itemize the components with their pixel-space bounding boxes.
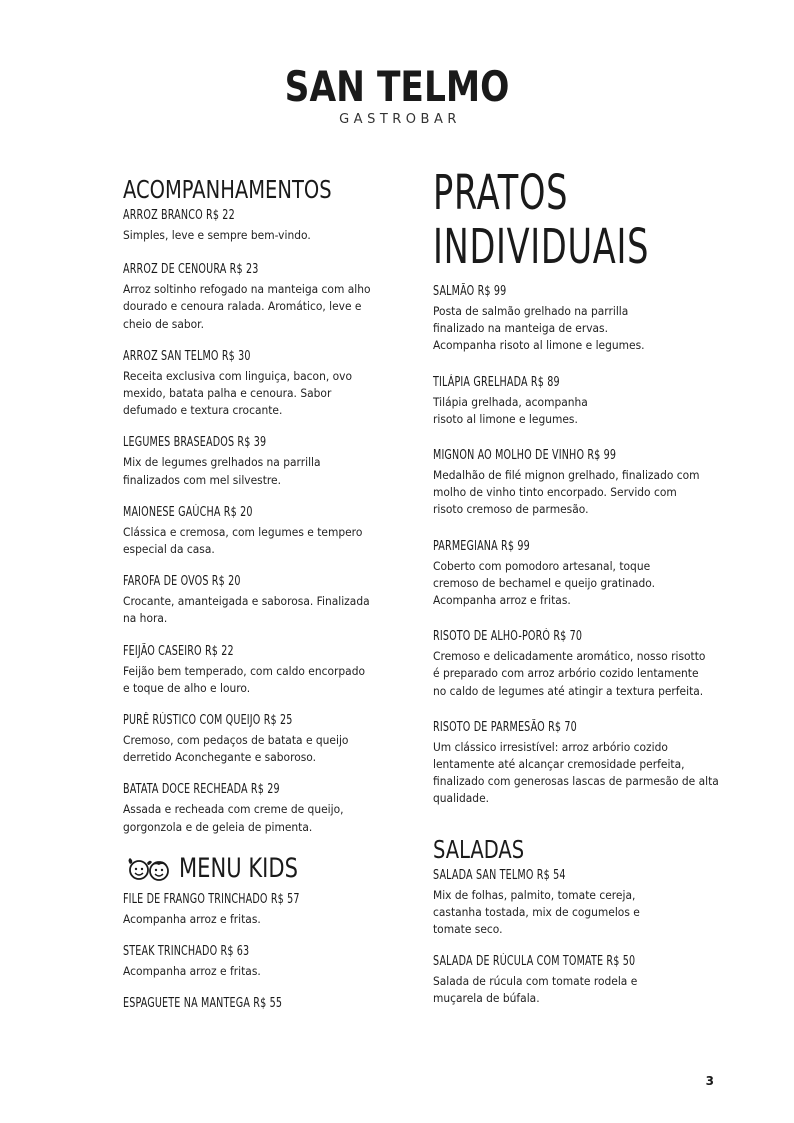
section-title-acompanhamentos: ACOMPANHAMENTOS <box>123 175 332 204</box>
item-description: Crocante, amanteigada e saborosa. Finalizada na hora. <box>123 594 370 626</box>
menu-item <box>123 349 373 420</box>
right-column <box>433 166 733 1024</box>
item-description: Salada de rúcula com tomate rodela e muçarela de búfala. <box>433 974 638 1006</box>
item-description: Acompanha arroz e fritas. <box>123 911 261 926</box>
item-name: TILÁPIA GRELHADA R$ 89 <box>433 374 560 390</box>
item-description: Acompanha arroz e fritas. <box>123 964 261 979</box>
acompanhamentos-list <box>123 208 373 836</box>
left-column <box>123 176 373 1028</box>
brand-logo <box>0 64 794 127</box>
menu-kids-header <box>123 854 373 884</box>
menu-item <box>433 448 733 519</box>
menu-item <box>123 996 373 1012</box>
menu-item <box>433 954 733 1007</box>
item-name: MAIONESE GAÚCHA R$ 20 <box>123 504 253 520</box>
item-name: LEGUMES BRASEADOS R$ 39 <box>123 435 267 451</box>
item-name: FAROFA DE OVOS R$ 20 <box>123 574 241 590</box>
item-description: Tilápia grelhada, acompanha risoto al limone e legumes. <box>433 394 588 426</box>
brand-tagline: GASTROBAR <box>339 112 461 127</box>
item-name: SALMÃO R$ 99 <box>433 284 507 299</box>
menu-item <box>433 375 733 428</box>
section-title-individuais: INDIVIDUAIS <box>433 219 650 275</box>
menu-item <box>123 505 373 558</box>
pratos-list <box>433 284 733 808</box>
saladas-list <box>433 868 733 1008</box>
section-title-saladas: SALADAS <box>433 834 525 864</box>
menu-item <box>123 892 373 928</box>
item-description: Cremoso e delicadamente aromático, nosso risotto é preparado com arroz arbório cozido lentamente no caldo de legumes até atingir a textura perfeita. <box>433 649 706 698</box>
item-name: PARMEGIANA R$ 99 <box>433 538 530 554</box>
item-description: Arroz soltinho refogado na manteiga com alho dourado e cenoura ralada. Aromático, leve e cheio de sabor. <box>123 282 371 331</box>
item-description: Assada e recheada com creme de queijo, gorgonzola e de geleia de pimenta. <box>123 802 344 834</box>
item-description: Mix de folhas, palmito, tomate cereja, castanha tostada, mix de cogumelos e tomate seco. <box>433 887 640 937</box>
item-name: RISOTO DE ALHO-PORÓ R$ 70 <box>433 629 583 645</box>
menu-item <box>123 782 373 835</box>
menu-item <box>433 539 733 610</box>
menu-item <box>123 262 373 333</box>
kids-faces-icon <box>123 854 173 884</box>
item-description: Simples, leve e sempre bem-vindo. <box>123 228 311 242</box>
menu-item <box>123 644 373 697</box>
item-name: FILE DE FRANGO TRINCHADO R$ 57 <box>123 891 300 907</box>
menu-kids-list <box>123 892 373 1012</box>
item-name: BATATA DOCE RECHEADA R$ 29 <box>123 782 280 798</box>
item-description: Clássica e cremosa, com legumes e tempero especial da casa. <box>123 524 363 557</box>
item-name: ARROZ DE CENOURA R$ 23 <box>123 262 259 278</box>
item-name: RISOTO DE PARMESÃO R$ 70 <box>433 719 577 735</box>
item-description: Um clássico irresistível: arroz arbório cozido lentamente até alcançar cremosidade perfeita, finalizado com generosas lascas de parmesão de alta qualidade. <box>433 739 719 806</box>
menu-item <box>123 435 373 488</box>
item-name: PURÊ RÚSTICO COM QUEIJO R$ 25 <box>123 713 293 729</box>
item-description: Cremoso, com pedaços de batata e queijo derretido Aconchegante e saboroso. <box>123 733 349 765</box>
item-description: Feijão bem temperado, com caldo encorpado e toque de alho e louro. <box>123 663 366 695</box>
menu-item <box>433 868 733 939</box>
menu-item <box>123 713 373 766</box>
item-description: Coberto com pomodoro artesanal, toque cremoso de bechamel e queijo gratinado. Acompanha arroz e fritas. <box>433 558 656 608</box>
section-title-menu-kids: MENU KIDS <box>179 852 298 884</box>
item-name: SALADA SAN TELMO R$ 54 <box>433 867 566 883</box>
menu-item <box>433 629 733 700</box>
page-number: 3 <box>705 1074 714 1088</box>
item-name: SALADA DE RÚCULA COM TOMATE R$ 50 <box>433 954 636 970</box>
item-name: ESPAGUETE NA MANTEGA R$ 55 <box>123 996 283 1012</box>
item-name: FEIJÃO CASEIRO R$ 22 <box>123 643 234 659</box>
menu-item <box>433 284 733 355</box>
item-description: Mix de legumes grelhados na parrilla finalizados com mel silvestre. <box>123 455 321 487</box>
item-name: STEAK TRINCHADO R$ 63 <box>123 944 250 960</box>
menu-item <box>123 574 373 627</box>
item-description: Receita exclusiva com linguiça, bacon, ovo mexido, batata palha e cenoura. Sabor defumado e textura crocante. <box>123 368 352 418</box>
section-title-pratos: PRATOS <box>433 165 569 221</box>
menu-item <box>123 208 373 244</box>
item-description: Medalhão de filé mignon grelhado, finalizado com molho de vinho tinto encorpado. Servido com risoto cremoso de parmesão. <box>433 468 700 517</box>
brand-name: SAN TELMO <box>284 62 510 111</box>
menu-item <box>433 720 733 808</box>
item-name: MIGNON AO MOLHO DE VINHO R$ 99 <box>433 448 617 464</box>
item-name: ARROZ BRANCO R$ 22 <box>123 208 235 223</box>
item-name: ARROZ SAN TELMO R$ 30 <box>123 348 251 364</box>
menu-item <box>123 944 373 980</box>
item-description: Posta de salmão grelhado na parrilla finalizado na manteiga de ervas. Acompanha risoto al limone e legumes. <box>433 304 645 353</box>
